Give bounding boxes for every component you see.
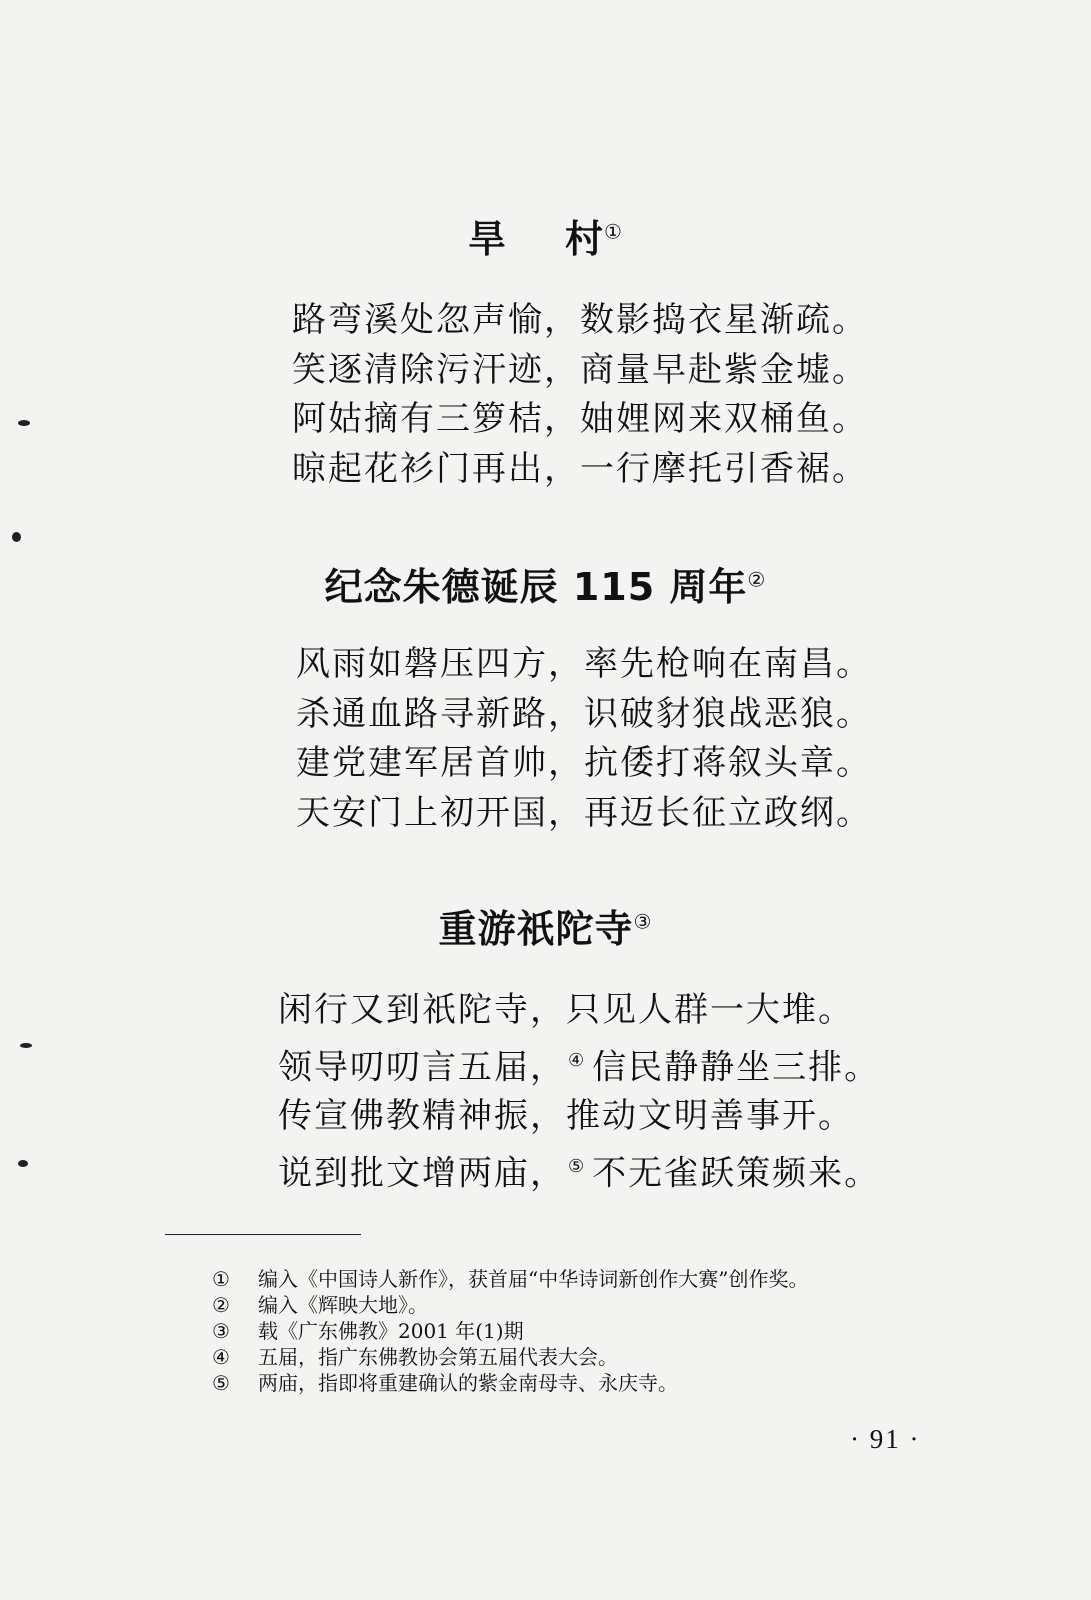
page-number: · 91 · [850,1424,921,1454]
poem-body-hancun [292,296,868,494]
footnote-ref: ④ [568,1049,587,1071]
footnote-ref: ③ [633,909,653,934]
poem-line: 传宣佛教精神振，推动文明善事开。 [278,1096,854,1137]
poem-line: 领导叨叨言五届， ④ 信民静静坐三排。 [278,1046,881,1087]
poem-line: 晾起花衫门再出，一行摩托引香裾。 [292,448,868,489]
poem-line: 笑逐清除污汗迹，商量早赴紫金墟。 [292,349,868,390]
footnote-item: ② 编入《辉映大地》。 [212,1293,428,1317]
poem-title-zhude: 纪念朱德诞辰 115 周年② [324,565,767,609]
footnote-separator [165,1234,361,1235]
footnote-ref: ② [747,567,767,592]
poem-line: 路弯溪处忽声愉，数影捣衣星渐疏。 [292,300,868,340]
scan-speck [12,532,21,542]
footnote-item: ① 编入《中国诗人新作》，获首届“中华诗词新创作大赛”创作奖。 [212,1267,809,1291]
scan-speck [20,1043,32,1048]
poem-title-zhituosi: 重游祇陀寺③ [438,907,653,951]
poem-line: 建党建军居首帅，抗倭打蒋叙头章。 [296,743,872,783]
footnote-item: ④ 五届，指广东佛教协会第五届代表大会。 [212,1345,618,1369]
poem-line: 风雨如磐压四方，率先枪响在南昌。 [296,644,872,684]
poem-line: 天安门上初开国，再迈长征立政纲。 [296,792,872,833]
scan-speck [18,420,30,426]
poem-body-zhude [296,640,872,838]
poem-line: 闲行又到祇陀寺，只见人群一大堆。 [278,990,854,1030]
poem-title-hancun: 旱 村① [468,217,623,261]
footnote-item: ⑤ 两庙，指即将重建确认的紫金南母寺、永庆寺。 [212,1371,678,1395]
scan-speck [18,1160,28,1167]
poem-body-zhituosi [278,986,880,1199]
footnote-item: ③ 载《广东佛教》2001 年(1)期 [212,1319,524,1343]
footnote-ref: ⑤ [568,1155,587,1177]
poem-line: 说到批文增两庙， ⑤ 不无雀跃策频来。 [278,1153,881,1194]
footnotes [212,1266,808,1396]
poem-line: 杀通血路寻新路，识破豺狼战恶狼。 [296,693,872,734]
footnote-ref: ① [604,219,623,244]
poem-line: 阿姑摘有三箩桔，妯娌网来双桶鱼。 [292,399,868,439]
